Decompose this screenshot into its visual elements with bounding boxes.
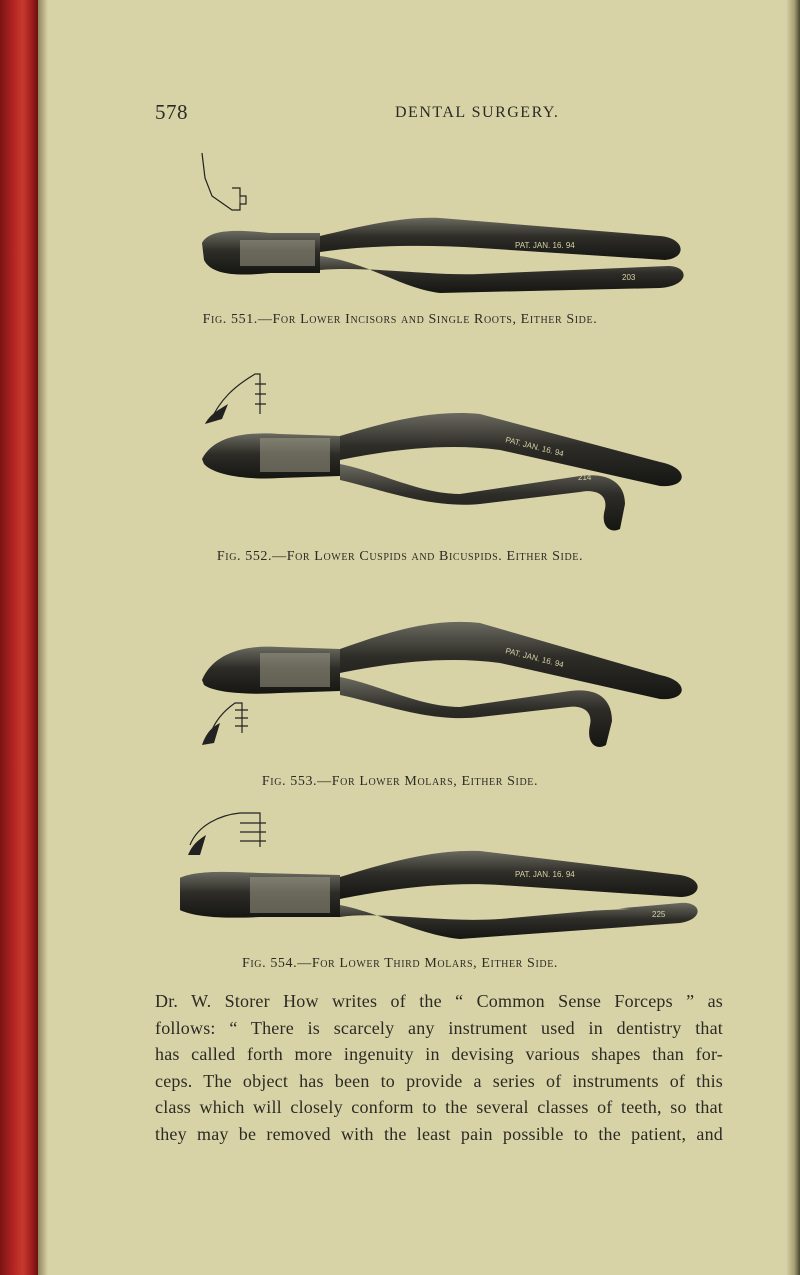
running-title: DENTAL SURGERY. <box>395 104 560 121</box>
forceps-illustration-552 <box>180 364 720 539</box>
model-number-554: 225 <box>652 910 666 919</box>
body-paragraph <box>155 988 723 1147</box>
forceps-illustration-551 <box>180 148 720 303</box>
forceps-illustration-554 <box>180 805 720 950</box>
book-binding <box>0 0 38 1275</box>
body-line: follows: “ There is scarcely any instrument used in dentistry that <box>155 1017 723 1038</box>
model-number-551: 203 <box>622 273 636 282</box>
gutter-shadow <box>38 0 48 1275</box>
body-line: Dr. W. Storer How writes of the “ Common Sense Forceps ” as <box>155 991 723 1011</box>
maker-stamp-554: PAT. JAN. 16. 94 <box>515 870 575 879</box>
model-number-552: 214 <box>578 473 592 482</box>
body-line: class which will closely conform to the several classes of teeth, so that <box>155 1097 723 1117</box>
figure-553 <box>180 605 720 760</box>
page-edge <box>786 0 800 1275</box>
body-line: ceps. The object has been to provide a series of instruments of this <box>155 1070 723 1091</box>
figure-551 <box>180 148 720 303</box>
caption-fig-552: Fig. 552.—For Lower Cuspids and Bicuspids. Either Side. <box>216 549 584 564</box>
maker-stamp-551: PAT. JAN. 16. 94 <box>515 241 575 250</box>
page-number: 578 <box>155 100 188 124</box>
figure-552 <box>180 364 720 539</box>
maker-stamp-552: PAT. JAN. 16. 94 <box>504 435 565 459</box>
caption-fig-551: Fig. 551.—For Lower Incisors and Single Roots, Either Side. <box>202 312 598 327</box>
body-line: they may be removed with the least pain possible to the patient, and <box>155 1123 723 1144</box>
caption-fig-554: Fig. 554.—For Lower Third Molars, Either Side. <box>241 956 558 971</box>
forceps-illustration-553 <box>180 605 720 760</box>
figure-554 <box>180 805 720 950</box>
maker-stamp-553: PAT. JAN. 16. 94 <box>504 646 565 670</box>
caption-fig-553: Fig. 553.—For Lower Molars, Either Side. <box>261 774 539 789</box>
body-line: has called forth more ingenuity in devising various shapes than for- <box>155 1044 723 1064</box>
running-head <box>155 100 725 130</box>
